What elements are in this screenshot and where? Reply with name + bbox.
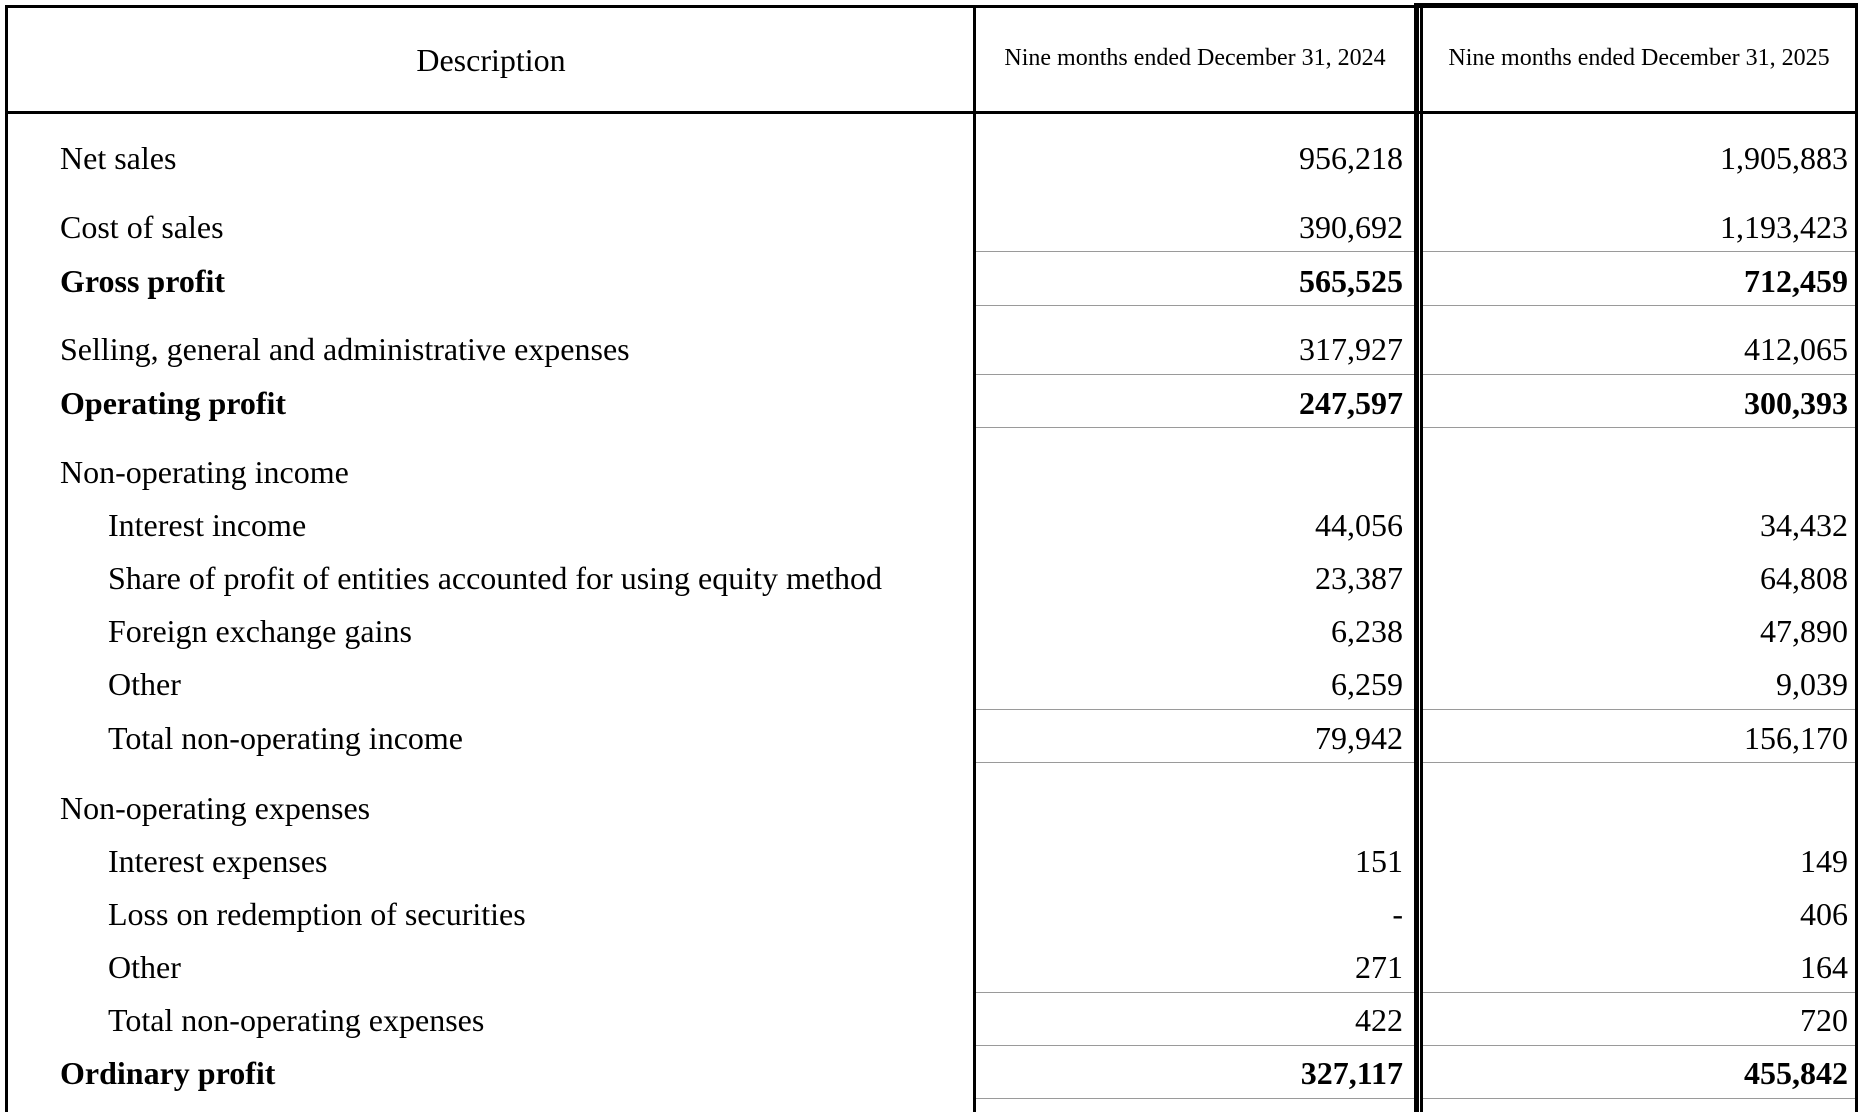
row-value-2024: 23,387 [1315, 560, 1403, 596]
rule-below-gross-profit-col1 [976, 305, 1414, 306]
row-label-other-expenses: Other [108, 949, 181, 985]
row-value-2024: 44,056 [1315, 507, 1403, 543]
rule-above-total-noi-col2 [1423, 709, 1855, 710]
row-value-2024: 317,927 [1299, 331, 1403, 367]
row-label-cost-of-sales: Cost of sales [60, 209, 224, 245]
header-description: Description [416, 42, 566, 78]
section-label-non-operating-expenses: Non-operating expenses [60, 790, 371, 826]
row-label-total-non-operating-income: Total non-operating income [108, 720, 463, 756]
row-label-sga-expenses: Selling, general and administrative expenses [60, 331, 630, 367]
header-bottom-border [5, 111, 1858, 114]
row-value-2024: 565,525 [1299, 263, 1403, 299]
row-label-interest-income: Interest income [108, 507, 307, 543]
rule-above-total-noe-col2 [1423, 992, 1855, 993]
row-value-2025: 720 [1800, 1002, 1848, 1038]
column-divider-1 [973, 5, 976, 1112]
row-value-2024: 79,942 [1315, 720, 1403, 756]
rule-below-ordinary-profit-col2 [1423, 1098, 1855, 1099]
row-value-2025: 300,393 [1744, 385, 1848, 421]
row-value-2025: 9,039 [1776, 666, 1848, 702]
row-value-2025: 455,842 [1744, 1055, 1848, 1091]
rule-below-total-noe-col1 [976, 1045, 1414, 1046]
row-value-2024: 271 [1355, 949, 1403, 985]
row-value-2025: 47,890 [1760, 613, 1848, 649]
header-col-2025: Nine months ended December 31, 2025 [1448, 45, 1830, 71]
rule-above-operating-profit-col2 [1423, 374, 1855, 375]
row-value-2024: - [1392, 896, 1403, 932]
rule-above-operating-profit-col1 [976, 374, 1414, 375]
row-value-2025: 1,905,883 [1720, 140, 1848, 176]
row-label-operating-profit: Operating profit [60, 385, 287, 421]
row-value-2025: 412,065 [1744, 331, 1848, 367]
row-label-other-income: Other [108, 666, 181, 702]
table-left-border [5, 5, 8, 1112]
rule-above-total-noi-col1 [976, 709, 1414, 710]
rule-above-total-noe-col1 [976, 992, 1414, 993]
column-divider-2-right [1420, 3, 1423, 1112]
row-value-2025: 712,459 [1744, 263, 1848, 299]
row-value-2025: 64,808 [1760, 560, 1848, 596]
rule-below-operating-profit-col2 [1423, 427, 1855, 428]
row-value-2025: 406 [1800, 896, 1848, 932]
row-value-2024: 422 [1355, 1002, 1403, 1038]
table-right-border [1855, 5, 1858, 1112]
header-col-2024: Nine months ended December 31, 2024 [1004, 45, 1386, 71]
row-label-interest-expenses: Interest expenses [108, 843, 328, 879]
row-value-2025: 164 [1800, 949, 1848, 985]
row-label-gross-profit: Gross profit [60, 263, 226, 299]
row-label-loss-on-redemption: Loss on redemption of securities [108, 896, 526, 932]
row-value-2024: 247,597 [1299, 385, 1403, 421]
row-value-2024: 6,259 [1331, 666, 1403, 702]
rule-above-gross-profit-col1 [976, 251, 1414, 252]
row-value-2024: 327,117 [1300, 1055, 1403, 1091]
row-value-2024: 390,692 [1299, 209, 1403, 245]
column-divider-2-left [1414, 3, 1419, 1112]
section-label-non-operating-income: Non-operating income [60, 454, 349, 490]
rule-below-ordinary-profit-col1 [976, 1098, 1414, 1099]
row-label-foreign-exchange-gains: Foreign exchange gains [108, 613, 412, 649]
col2-top-border-thick [1414, 3, 1858, 8]
rule-above-gross-profit-col2 [1423, 251, 1855, 252]
row-value-2025: 156,170 [1744, 720, 1848, 756]
row-label-total-non-operating-expenses: Total non-operating expenses [108, 1002, 485, 1038]
row-label-ordinary-profit: Ordinary profit [60, 1055, 276, 1091]
row-value-2024: 956,218 [1299, 140, 1403, 176]
row-value-2025: 1,193,423 [1720, 209, 1848, 245]
row-value-2025: 34,432 [1760, 507, 1848, 543]
rule-below-operating-profit-col1 [976, 427, 1414, 428]
row-value-2025: 149 [1800, 843, 1848, 879]
row-label-net-sales: Net sales [60, 140, 177, 176]
row-value-2024: 151 [1355, 843, 1403, 879]
rule-below-gross-profit-col2 [1423, 305, 1855, 306]
row-label-share-of-profit-equity-method: Share of profit of entities accounted for using equity method [108, 560, 883, 596]
rule-below-total-noe-col2 [1423, 1045, 1855, 1046]
row-value-2024: 6,238 [1331, 613, 1403, 649]
rule-below-total-noi-col2 [1423, 762, 1855, 763]
rule-below-total-noi-col1 [976, 762, 1414, 763]
